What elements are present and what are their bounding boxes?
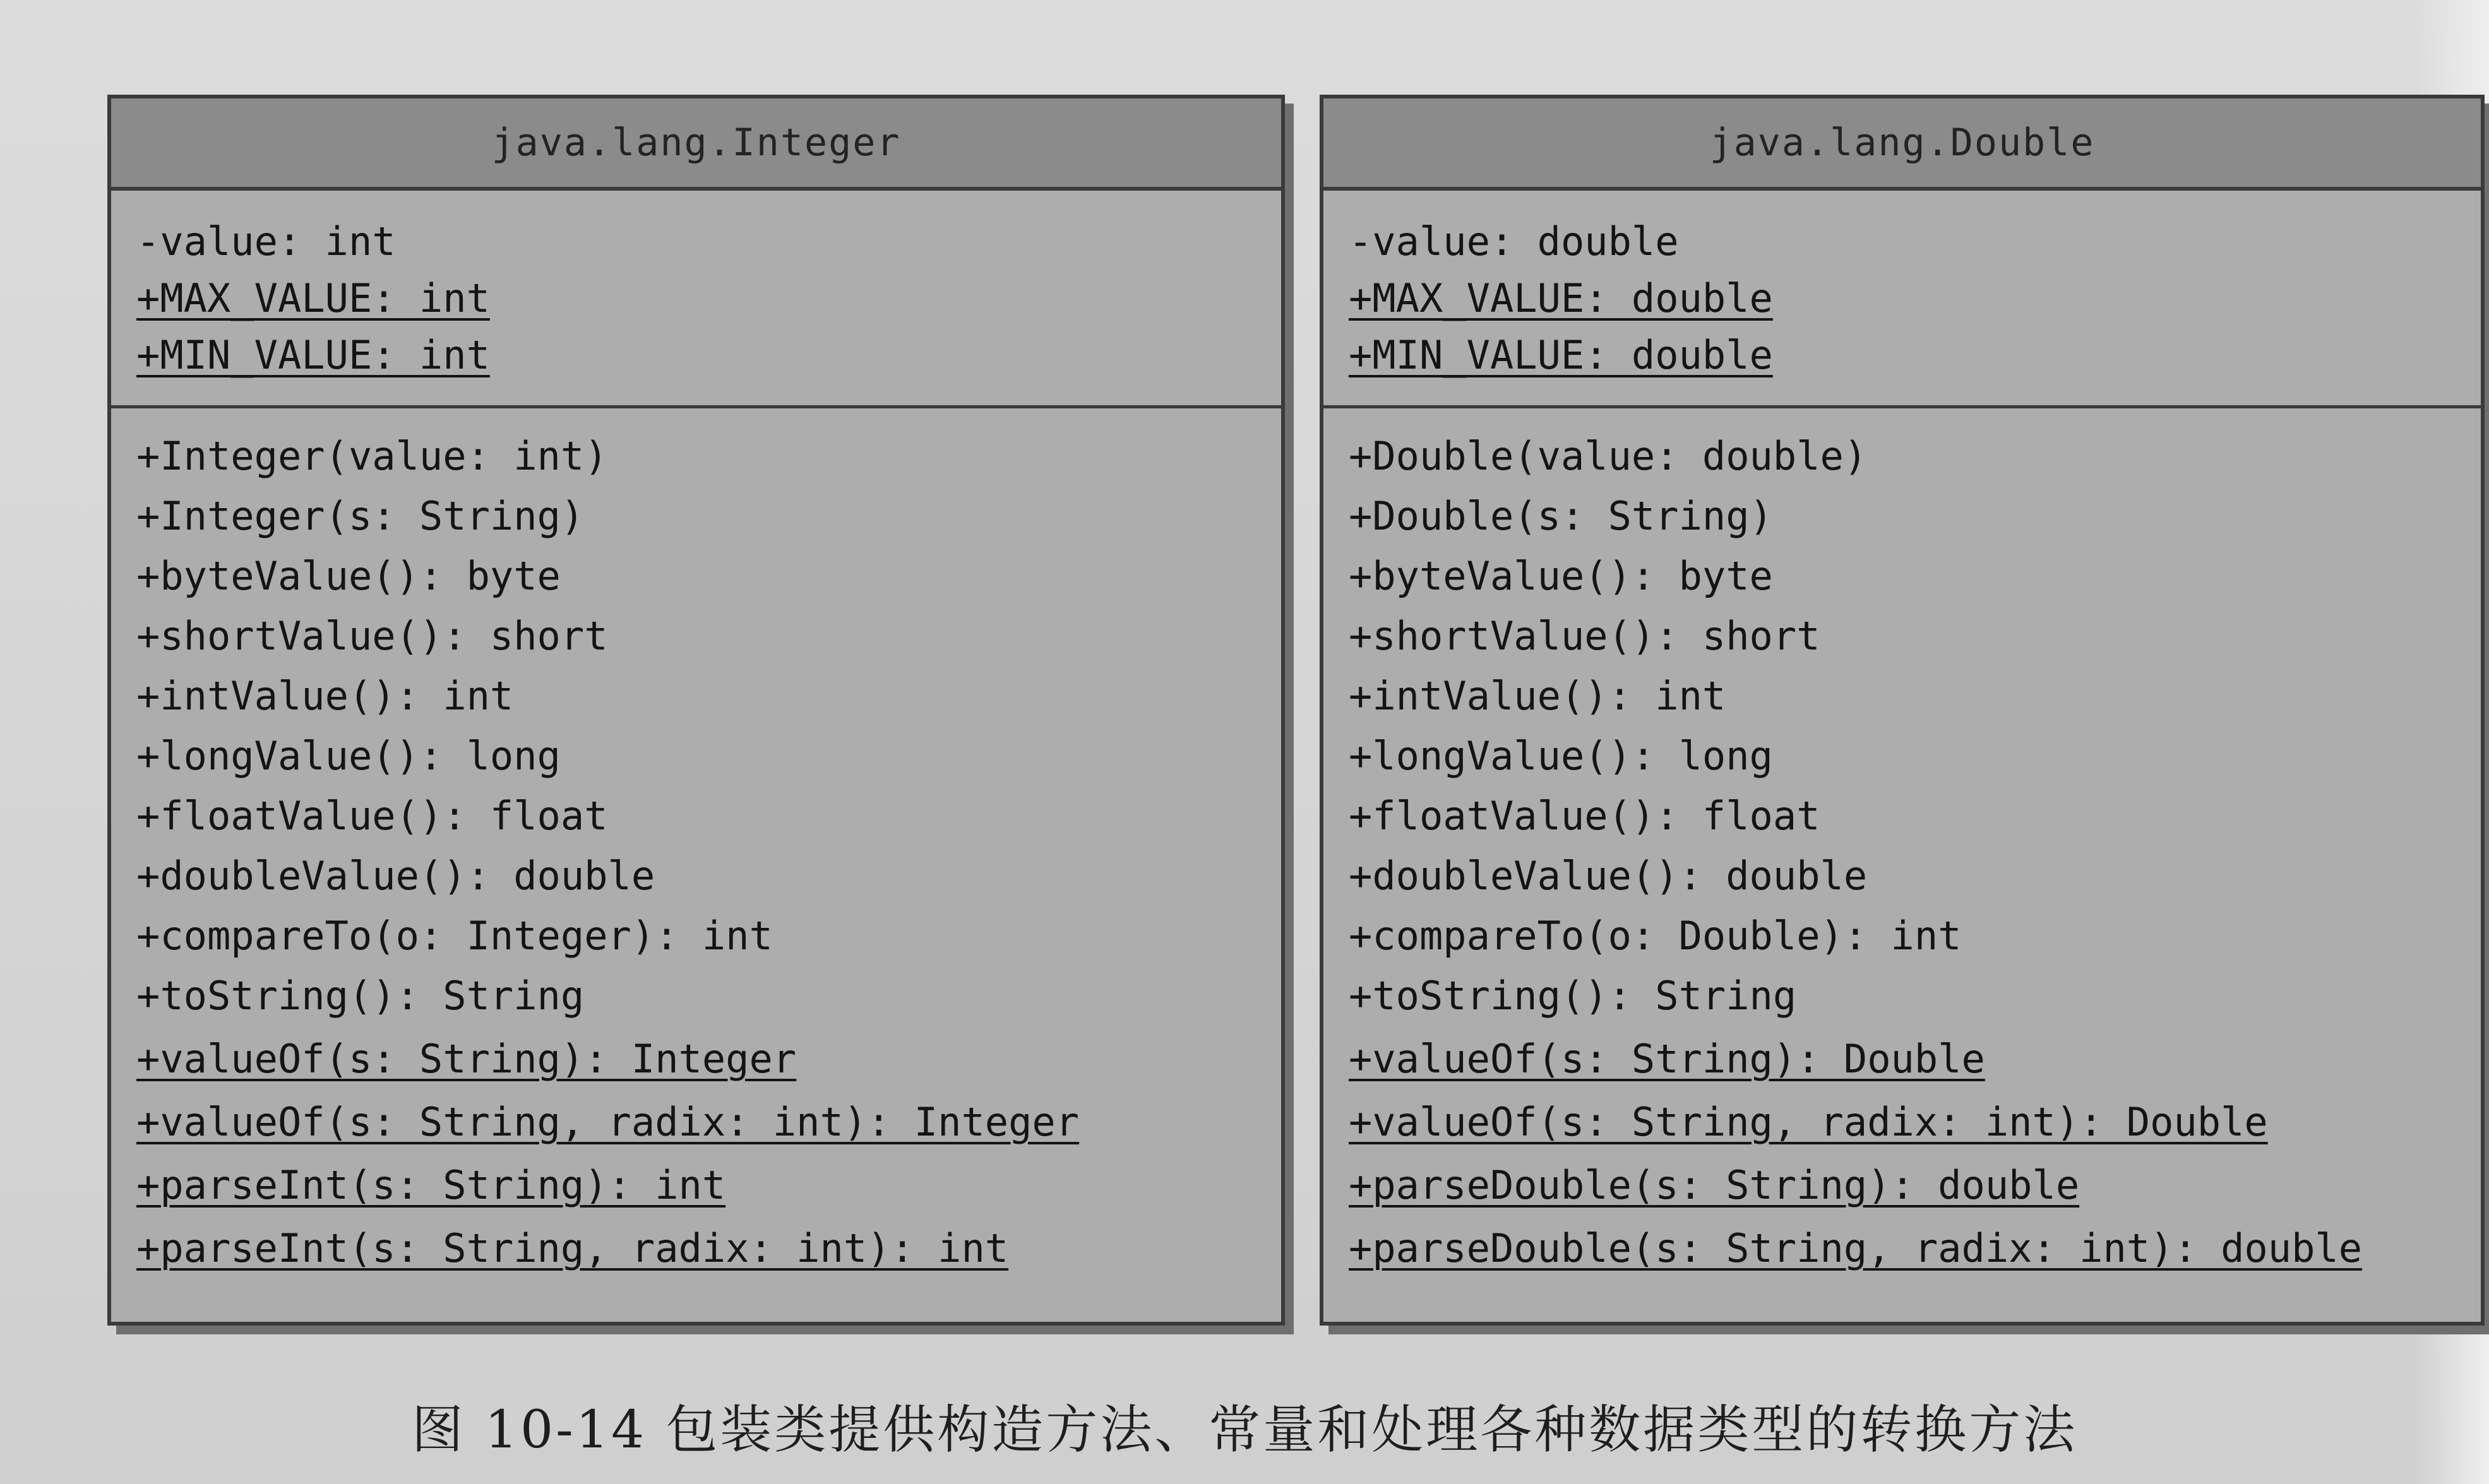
integer-static-method-row: +parseInt(s: String, radix: int): int: [136, 1225, 1009, 1271]
double-attribute-min-value: +MIN_VALUE: double: [1349, 332, 1773, 378]
integer-method-row: +Integer(value: int): [136, 433, 608, 479]
integer-method-row: +toString(): String: [136, 973, 585, 1019]
integer-static-method-row: +valueOf(s: String): Integer: [136, 1036, 797, 1082]
double-method-row: +compareTo(o: Double): int: [1349, 913, 1962, 959]
double-attribute-max-value: +MAX_VALUE: double: [1349, 275, 1773, 321]
integer-method-row: +floatValue(): float: [136, 793, 608, 839]
double-attribute-value: -value: double: [1349, 218, 1679, 264]
integer-class-name: java.lang.Integer: [111, 98, 1281, 191]
double-method-row: +Double(value: double): [1349, 433, 1868, 479]
double-method-row: +toString(): String: [1349, 973, 1797, 1019]
integer-method-row: +shortValue(): short: [136, 613, 608, 659]
double-method-row: +byteValue(): byte: [1349, 553, 1773, 599]
integer-attributes-section: [111, 191, 1281, 408]
double-method-row: +floatValue(): float: [1349, 793, 1820, 839]
integer-method-row: +doubleValue(): double: [136, 853, 655, 899]
integer-attribute-min-value: +MIN_VALUE: int: [136, 332, 490, 378]
integer-method-row: +Integer(s: String): [136, 493, 585, 539]
double-static-method-row: +parseDouble(s: String): double: [1349, 1162, 2080, 1208]
double-method-row: +intValue(): int: [1349, 673, 1726, 719]
integer-attribute-value: -value: int: [136, 218, 396, 264]
integer-static-method-row: +valueOf(s: String, radix: int): Integer: [136, 1099, 1080, 1145]
double-static-method-row: +valueOf(s: String): Double: [1349, 1036, 1985, 1082]
double-attributes-section: [1323, 191, 2481, 408]
double-method-row: +longValue(): long: [1349, 733, 1773, 779]
integer-method-row: +byteValue(): byte: [136, 553, 561, 599]
double-static-method-row: +valueOf(s: String, radix: int): Double: [1349, 1099, 2268, 1145]
integer-class-box: [107, 95, 1285, 1326]
integer-methods-section: [111, 408, 1281, 1322]
integer-attribute-max-value: +MAX_VALUE: int: [136, 275, 490, 321]
double-static-method-row: +parseDouble(s: String, radix: int): double: [1349, 1225, 2363, 1271]
double-method-row: +Double(s: String): [1349, 493, 1773, 539]
double-methods-section: [1323, 408, 2481, 1322]
double-method-row: +doubleValue(): double: [1349, 853, 1868, 899]
integer-method-row: +longValue(): long: [136, 733, 561, 779]
integer-method-row: +compareTo(o: Integer): int: [136, 913, 773, 959]
double-method-row: +shortValue(): short: [1349, 613, 1820, 659]
double-class-name: java.lang.Double: [1323, 98, 2481, 191]
double-class-box: [1320, 95, 2485, 1326]
integer-method-row: +intValue(): int: [136, 673, 514, 719]
figure-caption: 图 10-14 包装类提供构造方法、常量和处理各种数据类型的转换方法: [411, 1400, 2078, 1460]
integer-static-method-row: +parseInt(s: String): int: [136, 1162, 726, 1208]
